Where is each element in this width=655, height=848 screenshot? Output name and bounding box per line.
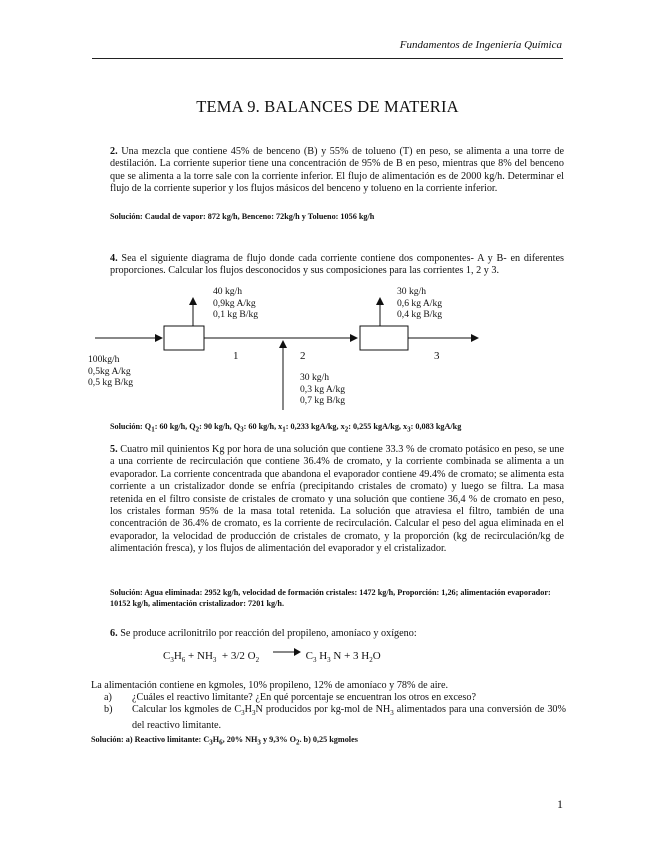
- bottom-stream-label: 30 kg/h 0,3 kg A/kg 0,7 kg B/kg: [300, 372, 346, 406]
- top-2-stream-label: 30 kg/h 0,6 kg A/kg 0,4 kg B/kg: [397, 286, 443, 320]
- feed-stream-label: 100kg/h 0,5kg A/kg 0,5 kg B/kg: [88, 354, 134, 388]
- reaction-equation: $C_3H_6 + NH_3 + 3/2$ $O_2$ $C_3$ $H_3$ N + 3 $H_2O$: [163, 650, 381, 665]
- problem-2-solution: Solución: Caudal de vapor: 872 kg/h, Benceno: 72kg/h y Tolueno: 1056 kg/h: [110, 212, 375, 221]
- problem-2-number: 2.: [110, 146, 118, 157]
- problem-2-text: Una mezcla que contiene 45% de benceno (B) y 55% de tolueno (T) en peso, se alimenta a una torre de destilación. La corriente superior tiene una concentración de 95% de B en peso, mientras que 8% del benceno que se alimenta a la torre sale con la corriente inferior. El flujo de alimentación es de 2000 kg/h. Determinar el flujo de la corriente superior y los flujos másicos del benceno y tolueno en la corriente inferior.: [110, 146, 564, 195]
- stream-2-number: 2: [300, 350, 306, 362]
- problem-5-solution: Solución: Agua eliminada: 2952 kg/h, velocidad de formación cristales: 1472 kg/h, Proporción: 1,26; alimentación evaporador: 10152 kg/h, alimentación cristalizador: 7201 kg/h.: [110, 588, 551, 608]
- problem-6-number: 6.: [110, 628, 118, 639]
- stream-1-number: 1: [233, 350, 239, 362]
- top-1-stream-label: 40 kg/h 0,9kg A/kg 0,1 kg B/kg: [213, 286, 259, 320]
- problem-6-feed: La alimentación contiene en kgmoles, 10% propileno, 12% de amoníaco y 78% de aire.: [91, 680, 449, 691]
- problem-5: [110, 444, 564, 556]
- problem-6-items: [104, 692, 566, 732]
- course-header: Fundamentos de Ingeniería Química: [399, 39, 562, 51]
- problem-5-number: 5.: [110, 444, 118, 455]
- problem-6: [110, 628, 564, 640]
- stream-3-number: 3: [434, 350, 440, 362]
- problem-6-solution: Solución: a) Reactivo limitante: $C_3H_6$, 20% $NH_3$ y 9,3% $O_2$. b) 0,25 kgmoles: [91, 735, 358, 747]
- problem-6-item-b: b) Calcular los kgmoles de $C_3H_3N$ producidos por kg-mol de $NH_3$ alimentados para una conversión de 30% del reactivo limitante.: [104, 704, 566, 731]
- unit-1-box: [164, 326, 204, 350]
- problem-6-item-a: a) ¿Cuáles el reactivo limitante? ¿En qué porcentaje se encuentran los otros en exceso?: [104, 692, 476, 703]
- problem-4-text: Sea el siguiente diagrama de flujo donde cada corriente contiene dos componentes- A y B- en diferentes proporciones. Calcular los flujos desconocidos y sus composiciones para las corrientes 1, 2 y 3.: [110, 253, 565, 277]
- page-title: TEMA 9. BALANCES DE MATERIA: [196, 97, 459, 116]
- problem-4-solution: Solución: $Q_1$: 60 kg/h, $Q_2$: 90 kg/h, $Q_3$: 60 kg/h, $x_1$: 0,233 kgA/kg, $x_2$: 0,255 kgA/kg, $x_3$: 0,083 kgA/kg: [110, 422, 462, 434]
- page-number: 1: [557, 797, 563, 811]
- problem-4-number: 4.: [110, 253, 118, 264]
- reaction-arrow-icon: [273, 648, 301, 656]
- problem-5-text: Cuatro mil quinientos Kg por hora de una solución que contiene 33.3 % de cromato potásico en peso, se une a una corriente de recirculación que contiene 36.4% de cromato, y la corriente combinada se alimenta a un evaporador. La corriente concentrada que abandona el evaporador contiene 49.4% de cromato; se alimenta esta corriente a un cristalizador donde se enfría (precipitando cristales de cromato) y luego se filtra. La masa retenida en el filtro consiste de cristales de cromato y una solución que contiene 36,4 % de cromato en peso, los cristales forman 95% de la masa total retenida. La solución que atraviesa el filtro, también de una concentración de 36.4% de cromato, es la corriente de recirculación. Calcular el peso del agua eliminada en el evaporador, la velocidad de producción de cristales de cromato, y la proporción (kg de recirculación/kg de alimentación fresca), y los flujos de alimentación del evaporador y el cristalizador.: [110, 444, 564, 555]
- unit-2-box: [360, 326, 408, 350]
- problem-6-text: Se produce acrilonitrilo por reacción del propileno, amoníaco y oxígeno:: [120, 628, 417, 639]
